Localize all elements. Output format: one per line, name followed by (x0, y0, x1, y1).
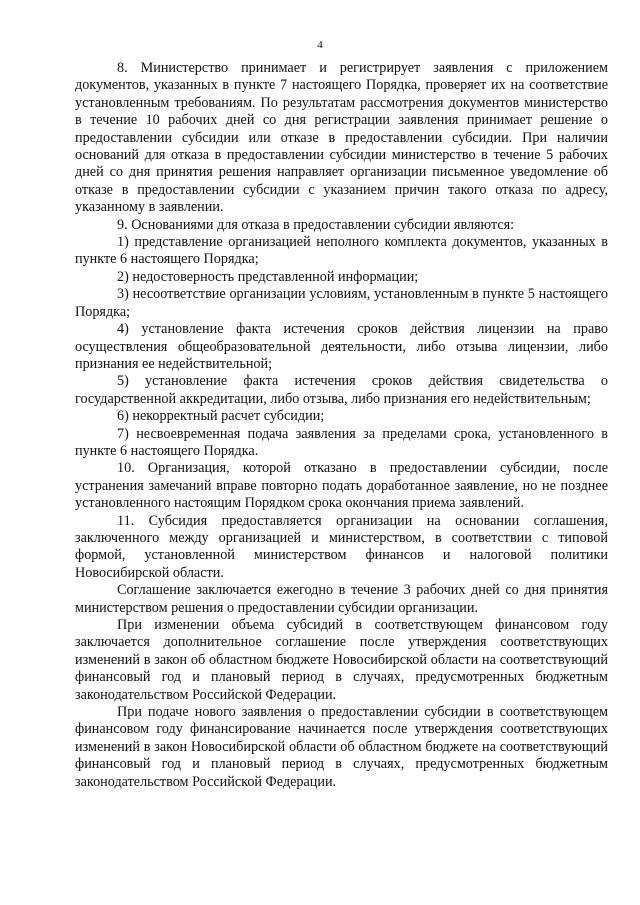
paragraph-8: 8. Министерство принимает и регистрирует заявления с приложением документов, указанных в пункте 7 настоящего Порядка, проверяет их на соответствие установленным требованиям. По результатам рассмотрения документов министерство в течение 10 рабочих дней со дня регистрации заявления принимает решение о предоставлении субсидии или отказе в предоставлении субсидии. При наличии оснований для отказа в предоставлении субсидии министерство в течение 5 рабочих дней со дня принятия решения направляет организации письменное уведомление об отказе в предоставлении субсидии с указанием причин такого отказа по адресу, указанному в заявлении. (75, 60, 608, 216)
paragraph-10: 10. Организация, которой отказано в предоставлении субсидии, после устранения замечаний вправе повторно подать доработанное заявление, но не позднее установленного настоящим Порядком срока окончания приема заявлений. (75, 460, 608, 512)
document-body (75, 60, 608, 791)
list-item-5: 5) установление факта истечения сроков действия свидетельства о государственной аккредитации, либо отзыва, либо признания его недействительным; (75, 373, 608, 407)
list-item-6: 6) некорректный расчет субсидии; (117, 408, 325, 425)
paragraph-agreement: Соглашение заключается ежегодно в течение 3 рабочих дней со дня принятия министерством решения о предоставлении субсидии организации. (75, 582, 608, 616)
list-item-3: 3) несоответствие организации условиям, установленным в пункте 5 настоящего Порядка; (75, 286, 608, 320)
list-item-4: 4) установление факта истечения сроков действия лицензии на право осуществления общеобразовательной деятельности, либо отзыва лицензии, либо признания ее недействительной; (75, 321, 608, 372)
paragraph-9: 9. Основаниями для отказа в предоставлении субсидии являются: (117, 216, 515, 233)
list-item-7: 7) несвоевременная подача заявления за пределами срока, установленного в пункте 6 настоящего Порядка. (75, 425, 608, 459)
list-item-1: 1) представление организацией неполного комплекта документов, указанных в пункте 6 настоящего Порядка; (75, 234, 608, 268)
paragraph-new-application: При подаче нового заявления о предоставлении субсидии в соответствующем финансовом году финансирование начинается после утверждения соответствующих изменений в закон Новосибирской области об областном бюджете на соответствующий финансовый год и плановый период в случаях, предусмотренных бюджетным законодательством Российской Федерации. (75, 704, 608, 790)
list-item-2: 2) недостоверность представленной информации; (117, 268, 419, 285)
page-number: 4 (317, 39, 323, 51)
paragraph-11: 11. Субсидия предоставляется организации на основании соглашения, заключенного между организацией и министерством, в соответствии с типовой формой, установленной министерством финансов и налоговой политики Новосибирской области. (75, 512, 608, 581)
paragraph-volume-change: При изменении объема субсидий в соответствующем финансовом году заключается дополнительное соглашение после утверждения соответствующих изменений в закон об областном бюджете Новосибирской области на соответствующий финансовый год и плановый период в случаях, предусмотренных бюджетным законодательством Российской Федерации. (75, 617, 608, 703)
